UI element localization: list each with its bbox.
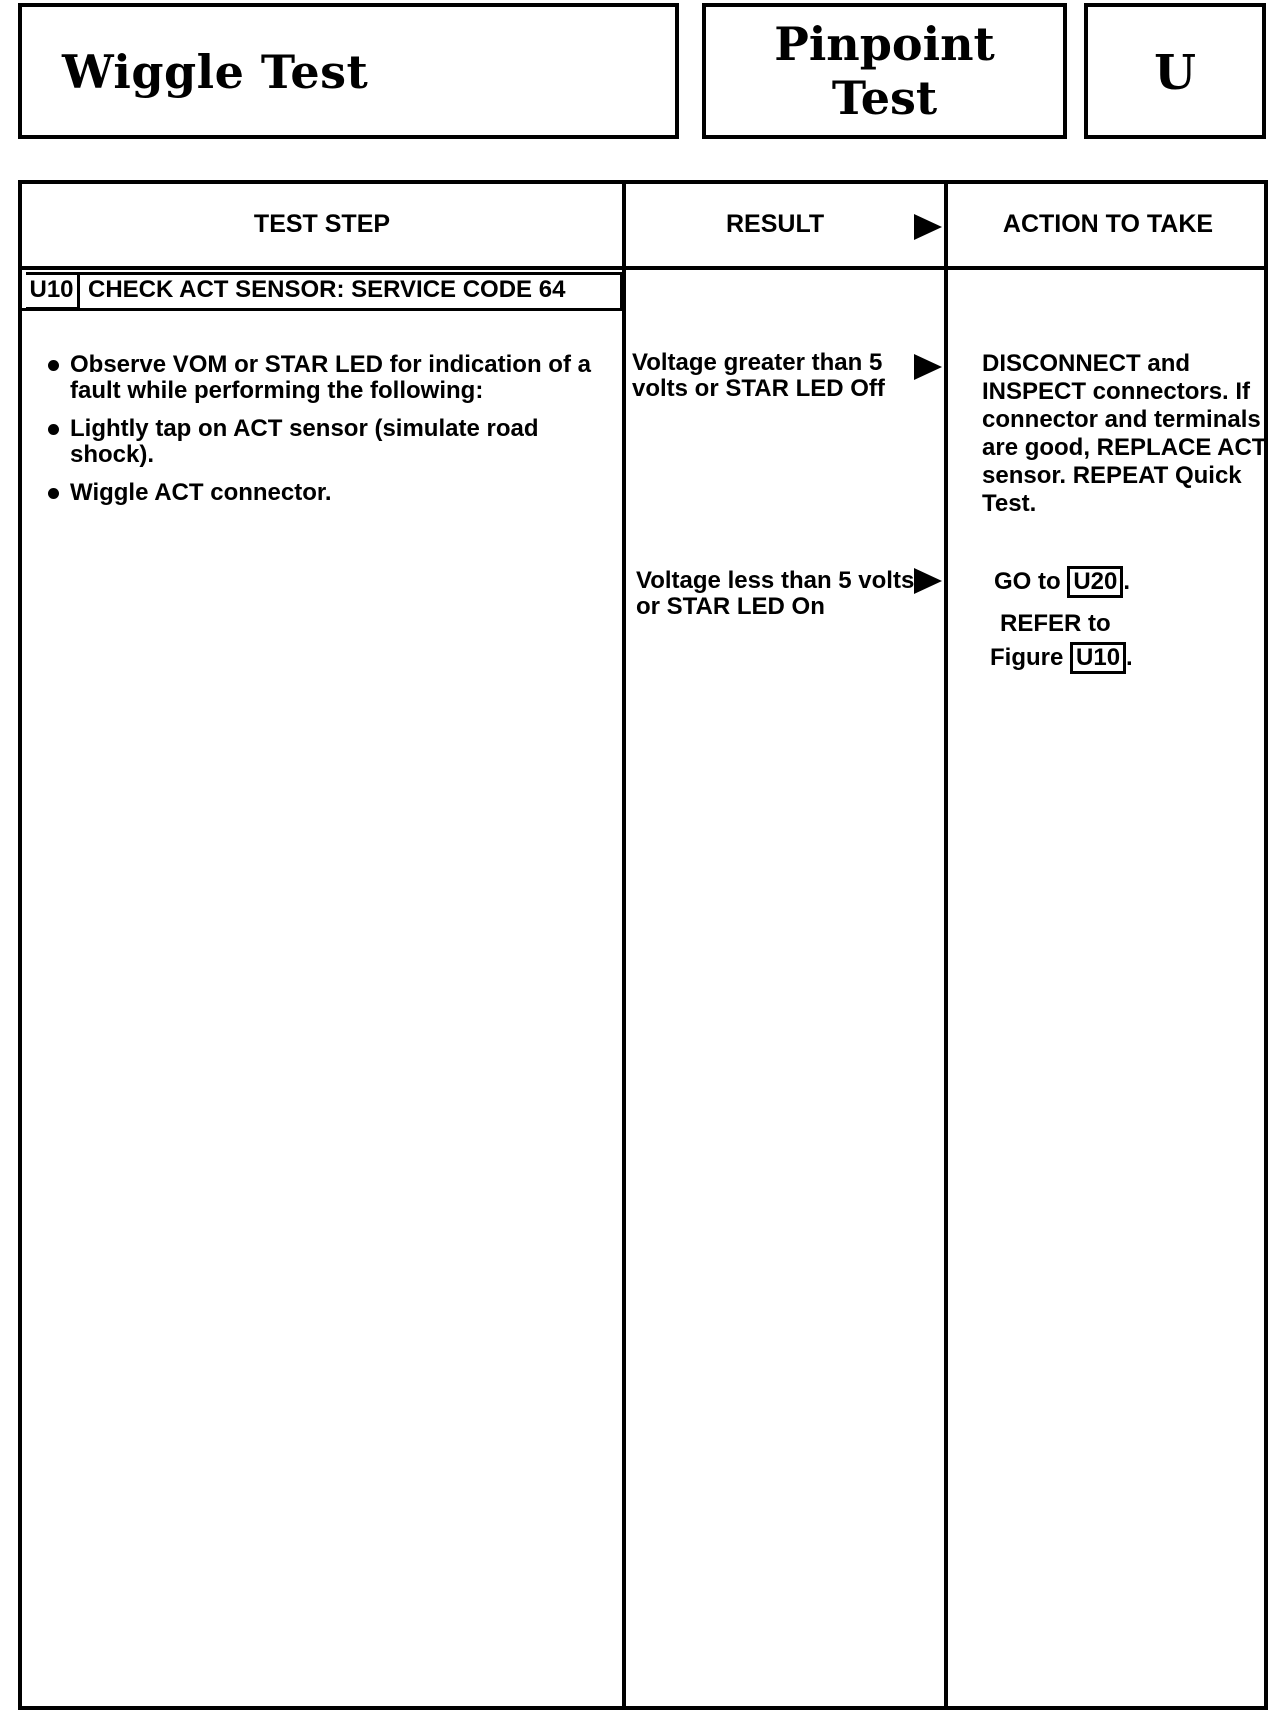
list-item: Observe VOM or STAR LED for indication of a fault while performing the following: — [42, 352, 622, 404]
pinpoint-line1: Pinpoint — [774, 17, 995, 71]
step-box-border — [22, 308, 624, 311]
col-test-step: TEST STEP — [253, 210, 391, 238]
page-title: Wiggle Test — [62, 45, 369, 99]
action-2-goto: GO to U20 . — [994, 566, 1264, 598]
list-item: Lightly tap on ACT sensor (simulate road shock). — [42, 416, 622, 468]
arrow-icon — [914, 568, 942, 594]
col-action: ACTION TO TAKE — [1002, 210, 1214, 238]
list-item: Wiggle ACT connector. — [42, 480, 622, 506]
step-title: CHECK ACT SENSOR: SERVICE CODE 64 — [88, 276, 566, 303]
step-box-border — [26, 272, 623, 275]
column-divider — [622, 184, 626, 1706]
test-letter-box — [1084, 3, 1266, 139]
column-divider — [944, 184, 948, 1706]
test-table — [18, 180, 1268, 1710]
ref-box-u10: U10 — [1070, 642, 1126, 674]
goto-prefix: GO to — [994, 568, 1061, 595]
test-letter: U — [1154, 45, 1196, 101]
header-divider — [22, 266, 1264, 270]
action-2-figure: Figure U10 . — [990, 642, 1260, 674]
step-bullets — [42, 352, 622, 518]
arrow-icon — [914, 354, 942, 380]
step-id: U10 — [26, 272, 80, 310]
pinpoint-test-box — [702, 3, 1067, 139]
action-2-refer: REFER to — [1000, 610, 1111, 637]
ref-box-u20: U20 — [1067, 566, 1123, 598]
col-result: RESULT — [726, 210, 825, 238]
arrow-icon — [914, 214, 942, 240]
action-1: DISCONNECT and INSPECT connectors. If connector and terminals are good, REPLACE ACT sensor. REPEAT Quick Test. — [982, 350, 1267, 517]
title-box — [18, 3, 679, 139]
pinpoint-line2: Test — [831, 71, 938, 125]
pinpoint-test-label — [706, 17, 1063, 125]
step-box-border — [620, 272, 623, 311]
result-1: Voltage greater than 5 volts or STAR LED Off — [632, 349, 885, 402]
figure-prefix: Figure — [990, 644, 1064, 671]
result-2: Voltage less than 5 volts or STAR LED On — [636, 567, 915, 620]
